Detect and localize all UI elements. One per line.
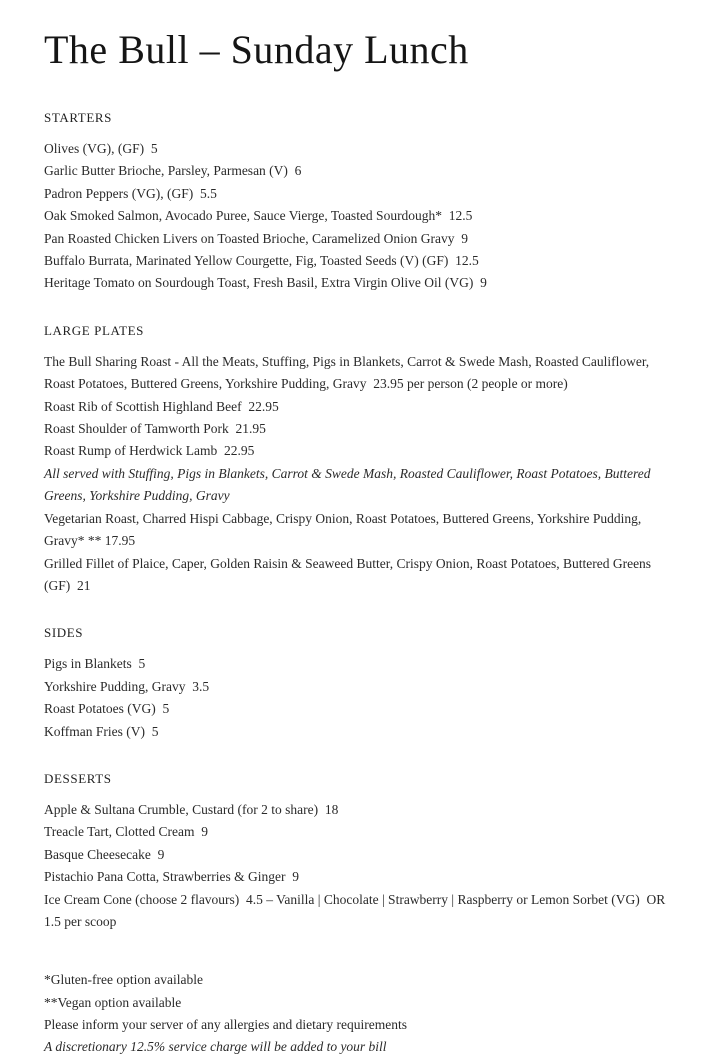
menu-item: Olives (VG), (GF) 5	[44, 141, 158, 156]
menu-item: Grilled Fillet of Plaice, Caper, Golden Raisin & Seaweed Butter, Crispy Onion, Roast Potatoes, Buttered Greens (GF) 21	[44, 555, 655, 593]
vegan-note: **Vegan option available	[44, 994, 182, 1010]
roasts-accompaniments-note: All served with Stuffing, Pigs in Blankets, Carrot & Swede Mash, Roasted Cauliflower, Roast Potatoes, Buttered Greens, Yorkshire Pudding, Gravy	[44, 465, 654, 504]
menu-item: Roast Shoulder of Tamworth Pork 21.95	[44, 421, 266, 437]
gluten-free-note: *Gluten-free option available	[44, 972, 203, 988]
menu-item: Pan Roasted Chicken Livers on Toasted Brioche, Caramelized Onion Gravy 9	[44, 230, 468, 246]
section-heading-large-plates: LARGE PLATES	[44, 322, 145, 338]
section-sides	[44, 625, 680, 743]
allergies-note: Please inform your server of any allergies and dietary requirements	[44, 1017, 407, 1033]
section-starters	[44, 110, 680, 295]
menu-item: Pistachio Pana Cotta, Strawberries & Ginger 9	[44, 869, 299, 885]
menu-item: Treacle Tart, Clotted Cream 9	[44, 824, 209, 840]
menu-item: Garlic Butter Brioche, Parsley, Parmesan (V) 6	[44, 163, 302, 179]
section-heading-sides: SIDES	[44, 625, 84, 641]
menu-item: Yorkshire Pudding, Gravy 3.5	[44, 678, 210, 694]
menu-item: Roast Potatoes (VG) 5	[44, 701, 170, 717]
menu-item: Heritage Tomato on Sourdough Toast, Fresh Basil, Extra Virgin Olive Oil (VG) 9	[44, 275, 487, 291]
menu-item: Buffalo Burrata, Marinated Yellow Courgette, Fig, Toasted Seeds (V) (GF) 12.5	[44, 253, 479, 269]
menu-item: Padron Peppers (VG), (GF) 5.5	[44, 185, 217, 201]
menu-item: Ice Cream Cone (choose 2 flavours) 4.5 – Vanilla | Chocolate | Strawberry | Raspberry or Lemon Sorbet (VG) OR 1.5 per scoop	[44, 891, 669, 929]
menu-item: Apple & Sultana Crumble, Custard (for 2 to share) 18	[44, 801, 339, 817]
page-title: The Bull – Sunday Lunch	[44, 27, 469, 72]
section-heading-desserts: DESSERTS	[44, 770, 112, 786]
section-desserts	[44, 771, 680, 933]
section-large-plates	[44, 323, 680, 597]
menu-item: Vegetarian Roast, Charred Hispi Cabbage, Crispy Onion, Roast Potatoes, Buttered Greens, Yorkshire Pudding, Gravy* ** 17.95	[44, 510, 645, 549]
menu-item: Koffman Fries (V) 5	[44, 723, 159, 739]
footer-notes	[44, 969, 680, 1055]
menu-item: The Bull Sharing Roast - All the Meats, Stuffing, Pigs in Blankets, Carrot & Swede Mash, Roasted Cauliflower, Roast Potatoes, Buttered Greens, Yorkshire Pudding, Gravy 23.95 per person (2 people or more)	[44, 353, 653, 392]
menu-item: Roast Rump of Herdwick Lamb 22.95	[44, 443, 255, 459]
menu-item: Oak Smoked Salmon, Avocado Puree, Sauce Vierge, Toasted Sourdough* 12.5	[44, 208, 473, 224]
menu-item: Basque Cheesecake 9	[44, 846, 165, 862]
menu-item: Roast Rib of Scottish Highland Beef 22.95	[44, 398, 279, 414]
menu-item: Pigs in Blankets 5	[44, 656, 146, 672]
service-charge-note: A discretionary 12.5% service charge will be added to your bill	[44, 1038, 387, 1054]
section-heading-starters: STARTERS	[44, 110, 112, 125]
